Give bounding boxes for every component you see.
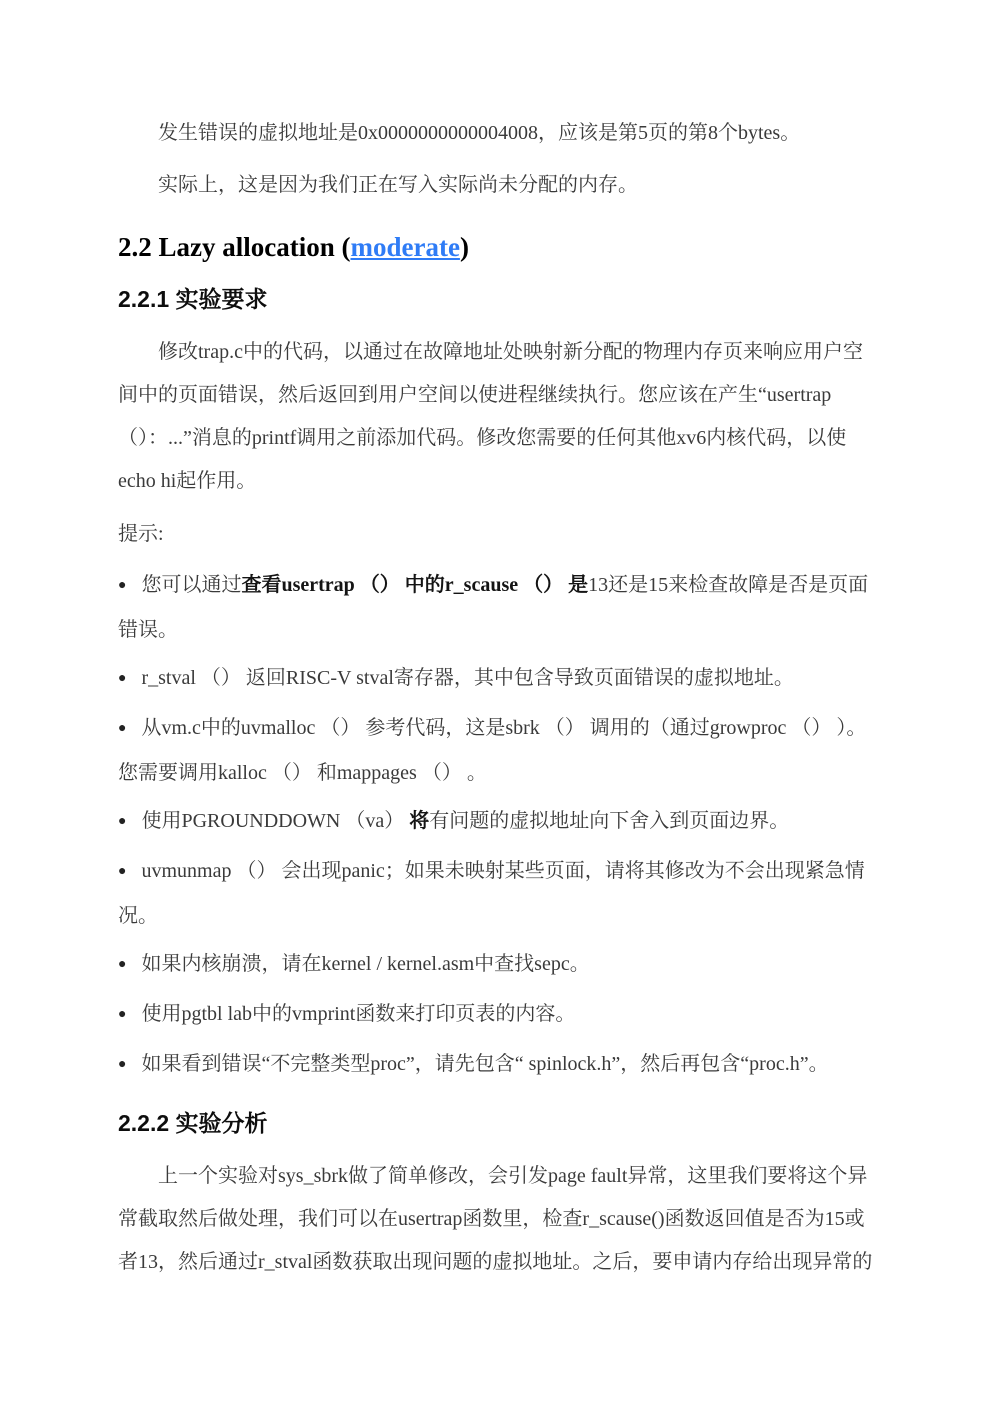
bullet-icon: ● bbox=[118, 1007, 127, 1022]
bullet-icon: ● bbox=[118, 671, 127, 686]
hint-text: r_stval （） 返回RISC-V stval寄存器，其中包含导致页面错误的虚拟地址。 bbox=[141, 667, 794, 689]
subsection-heading-analysis: 2.2.2 实验分析 bbox=[118, 1110, 268, 1136]
bullet-icon: ● bbox=[118, 957, 127, 972]
hint-text-bold: 查看usertrap （） 中的r_scause （） 是 bbox=[241, 574, 589, 596]
bullet-icon: ● bbox=[118, 721, 127, 736]
bullet-icon: ● bbox=[118, 864, 127, 879]
hint-text: 使用PGROUNDDOWN （va） bbox=[141, 810, 410, 832]
hint-text: 13还是15来检查故障是否是页面错误。 bbox=[118, 574, 869, 641]
section-heading-suffix: ) bbox=[459, 232, 469, 262]
intro-paragraph-1: 发生错误的虚拟地址是0x0000000000004008，应该是第5页的第8个bytes。 bbox=[158, 122, 801, 144]
hints-label: 提示: bbox=[118, 523, 164, 545]
analysis-paragraph: 上一个实验对sys_sbrk做了简单修改，会引发page fault异常，这里我们要将这个异常截取然后做处理，我们可以在usertrap函数里，检查r_scause()函数返回值是否为15或者13，然后通过r_stval函数获取出现问题的虚拟地址。之后，要申请内存给出现异常的 bbox=[118, 1165, 873, 1273]
hint-item bbox=[118, 993, 878, 1038]
bullet-icon: ● bbox=[118, 814, 127, 829]
hint-list bbox=[118, 564, 878, 1088]
requirements-paragraph: 修改trap.c中的代码，以通过在故障地址处映射新分配的物理内存页来响应用户空间中的页面错误，然后返回到用户空间以使进程继续执行。您应该在产生“usertrap（）：...”消息的printf调用之前添加代码。修改您需要的任何其他xv6内核代码，以使echo hi起作用。 bbox=[118, 341, 863, 492]
bullet-icon: ● bbox=[118, 1057, 127, 1072]
hint-item bbox=[118, 707, 878, 795]
hint-item bbox=[118, 800, 878, 845]
hint-text: 从vm.c中的uvmalloc （） 参考代码，这是sbrk （） 调用的（通过growproc （） ）。您需要调用kalloc （） 和mappages （） 。 bbox=[118, 717, 867, 784]
subsection-heading-requirements: 2.2.1 实验要求 bbox=[118, 286, 268, 312]
hint-item bbox=[118, 1043, 878, 1088]
hint-text: uvmunmap （） 会出现panic；如果未映射某些页面，请将其修改为不会出现紧急情况。 bbox=[118, 860, 865, 927]
section-heading bbox=[118, 230, 878, 264]
hint-item bbox=[118, 943, 878, 988]
hint-text-bold: 将 bbox=[409, 810, 430, 832]
hint-text: 如果看到错误“不完整类型proc”，请先包含“ spinlock.h”，然后再包含“proc.h”。 bbox=[141, 1053, 829, 1075]
hint-text: 如果内核崩溃，请在kernel / kernel.asm中查找sepc。 bbox=[141, 953, 590, 975]
hint-item bbox=[118, 850, 878, 938]
intro-paragraph-2: 实际上，这是因为我们正在写入实际尚未分配的内存。 bbox=[158, 174, 638, 196]
hint-text: 使用pgtbl lab中的vmprint函数来打印页表的内容。 bbox=[141, 1003, 576, 1025]
section-heading-prefix: 2.2 Lazy allocation ( bbox=[118, 232, 351, 262]
hint-text: 您可以通过 bbox=[141, 574, 242, 596]
bullet-icon: ● bbox=[118, 578, 127, 593]
hint-text: 有问题的虚拟地址向下舍入到页面边界。 bbox=[429, 810, 790, 832]
hint-item bbox=[118, 564, 878, 652]
moderate-link[interactable]: moderate bbox=[350, 232, 460, 262]
hint-item bbox=[118, 657, 878, 702]
